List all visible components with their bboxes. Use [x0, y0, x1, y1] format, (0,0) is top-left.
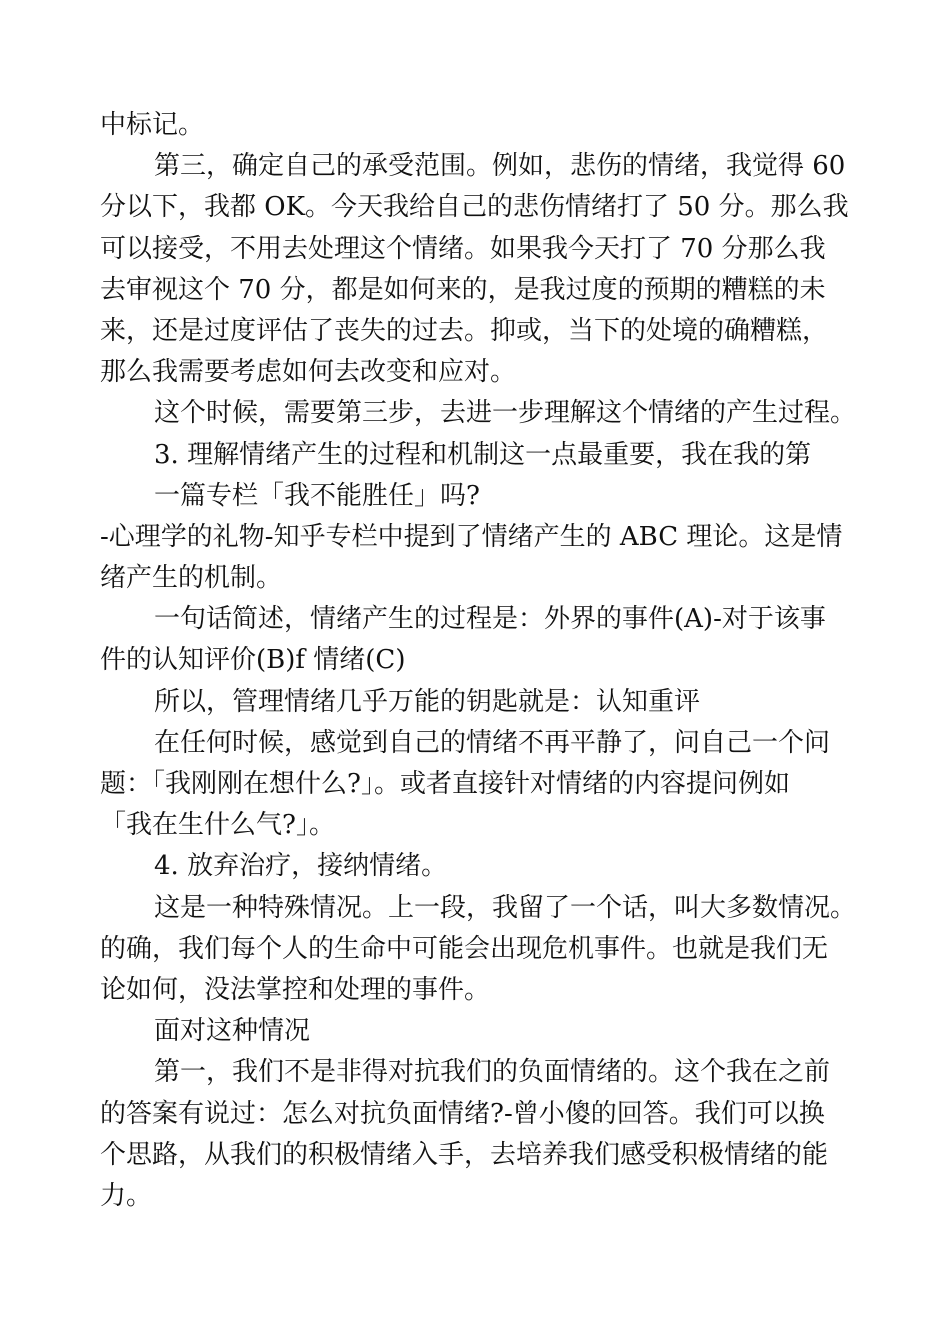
text-line: 所以，管理情绪几乎万能的钥匙就是：认知重评 [154, 686, 701, 717]
text-line: 去审视这个 70 分，都是如何来的，是我过度的预期的糟糕的未 [100, 274, 826, 305]
text-line: 一句话简述，情绪产生的过程是：外界的事件(A)-对于该事 [154, 604, 826, 635]
text-line: 第三，确定自己的承受范围。例如，悲伤的情绪，我觉得 60 [154, 151, 846, 182]
text-line: 题：「我刚刚在想什么?」。或者直接针对情绪的内容提问例如 [100, 769, 790, 799]
text-line: 「我在生什么气?」。 [100, 810, 335, 841]
text-line: 3. 理解情绪产生的过程和机制这一点最重要，我在我的第 [154, 439, 812, 470]
text-line: -心理学的礼物-知乎专栏中提到了情绪产生的 ABC 理论。这是情 [100, 521, 843, 552]
text-line: 的答案有说过：怎么对抗负面情绪?-曾小傻的回答。我们可以换 [100, 1098, 825, 1129]
text-line: 绪产生的机制。 [100, 563, 283, 594]
text-line: 可以接受，不用去处理这个情绪。如果我今天打了 70 分那么我 [100, 233, 826, 264]
text-line: 第一，我们不是非得对抗我们的负面情绪的。这个我在之前 [154, 1057, 831, 1088]
text-line: 力。 [100, 1180, 153, 1211]
text-line: 4. 放弃治疗，接纳情绪。 [154, 851, 448, 882]
text-line: 那么我需要考虑如何去改变和应对。 [100, 357, 517, 388]
text-line: 在任何时候，感觉到自己的情绪不再平静了，问自己一个问 [154, 727, 831, 758]
text-line: 分以下，我都 OK。今天我给自己的悲伤情绪打了 50 分。那么我 [100, 192, 849, 223]
body-text [100, 105, 870, 1217]
text-line: 中标记。 [100, 110, 205, 140]
text-line: 这是一种特殊情况。上一段，我留了一个话，叫大多数情况。 [154, 892, 857, 923]
text-line: 来，还是过度评估了丧失的过去。抑或，当下的处境的确糟糕， [100, 315, 829, 346]
text-line: 这个时候，需要第三步，去进一步理解这个情绪的产生过程。 [154, 398, 857, 429]
text-line: 论如何，没法掌控和处理的事件。 [100, 974, 491, 1005]
text-line: 一篇专栏「我不能胜任」吗? [154, 480, 480, 511]
text-line: 个思路，从我们的积极情绪入手，去培养我们感受积极情绪的能 [100, 1139, 829, 1170]
text-line: 的确，我们每个人的生命中可能会出现危机事件。也就是我们无 [100, 933, 829, 964]
text-line: 件的认知评价(B)f 情绪(C) [100, 645, 406, 676]
text-line: 面对这种情况 [154, 1016, 311, 1047]
